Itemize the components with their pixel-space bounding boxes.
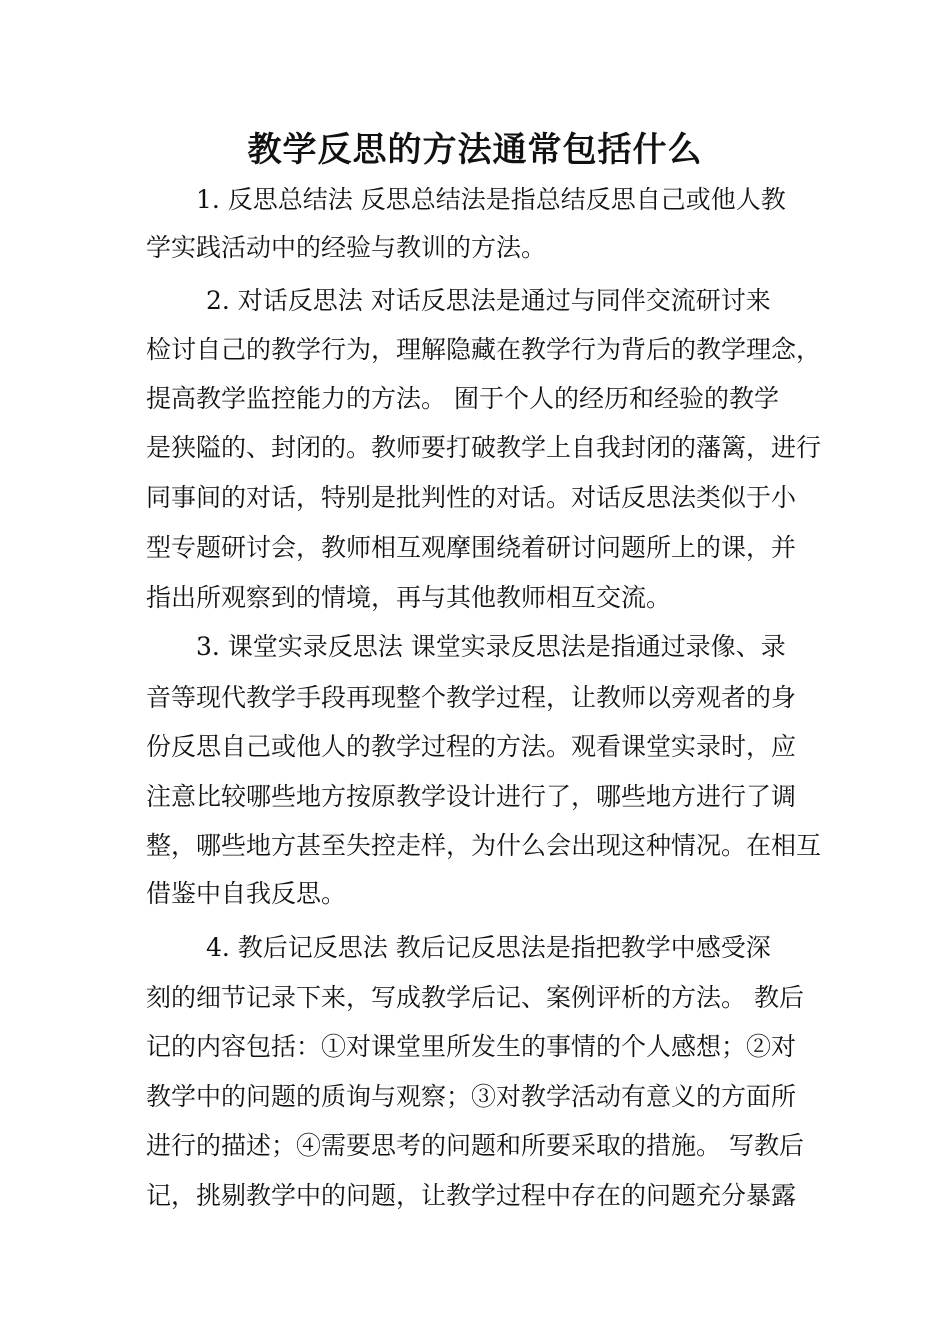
paragraph-line: 进行的描述；④需要思考的问题和所要采取的措施。 写教后 <box>146 1131 804 1160</box>
paragraph-line: 检讨自己的教学行为，理解隐藏在教学行为背后的教学理念， <box>146 335 822 364</box>
paragraph-line: 指出所观察到的情境，再与其他教师相互交流。 <box>146 583 672 612</box>
document-title: 教学反思的方法通常包括什么 <box>247 130 703 170</box>
paragraph-line: 同事间的对话，特别是批判性的对话。对话反思法类似于小 <box>146 483 797 512</box>
paragraph-line: 份反思自己或他人的教学过程的方法。观看课堂实录时，应 <box>146 732 797 761</box>
paragraph-line: 教学中的问题的质询与观察；③对教学活动有意义的方面所 <box>146 1082 797 1111</box>
paragraph-line: 3. 课堂实录反思法 课堂实录反思法是指通过录像、录 <box>196 632 786 661</box>
paragraph-line: 2. 对话反思法 对话反思法是通过与同伴交流研讨来 <box>206 286 771 315</box>
paragraph-line: 是狭隘的、封闭的。教师要打破教学上自我封闭的藩篱，进行 <box>146 433 822 462</box>
paragraph-line: 整，哪些地方甚至失控走样，为什么会出现这种情况。在相互 <box>146 831 822 860</box>
paragraph-line: 学实践活动中的经验与教训的方法。 <box>146 233 547 262</box>
paragraph-line: 记，挑剔教学中的问题，让教学过程中存在的问题充分暴露 <box>146 1181 797 1210</box>
paragraph-line: 借鉴中自我反思。 <box>146 879 347 908</box>
paragraph-line: 型专题研讨会，教师相互观摩围绕着研讨问题所上的课，并 <box>146 533 797 562</box>
paragraph-line: 音等现代教学手段再现整个教学过程，让教师以旁观者的身 <box>146 683 797 712</box>
paragraph-line: 4. 教后记反思法 教后记反思法是指把教学中感受深 <box>206 933 771 962</box>
paragraph-line: 注意比较哪些地方按原教学设计进行了，哪些地方进行了调 <box>146 782 797 811</box>
paragraph-line: 1. 反思总结法 反思总结法是指总结反思自己或他人教 <box>196 185 786 214</box>
paragraph-line: 刻的细节记录下来，写成教学后记、案例评析的方法。 教后 <box>146 983 804 1012</box>
paragraph-line: 提高教学监控能力的方法。 囿于个人的经历和经验的教学 <box>146 384 779 413</box>
paragraph-line: 记的内容包括：①对课堂里所发生的事情的个人感想；②对 <box>146 1032 797 1061</box>
